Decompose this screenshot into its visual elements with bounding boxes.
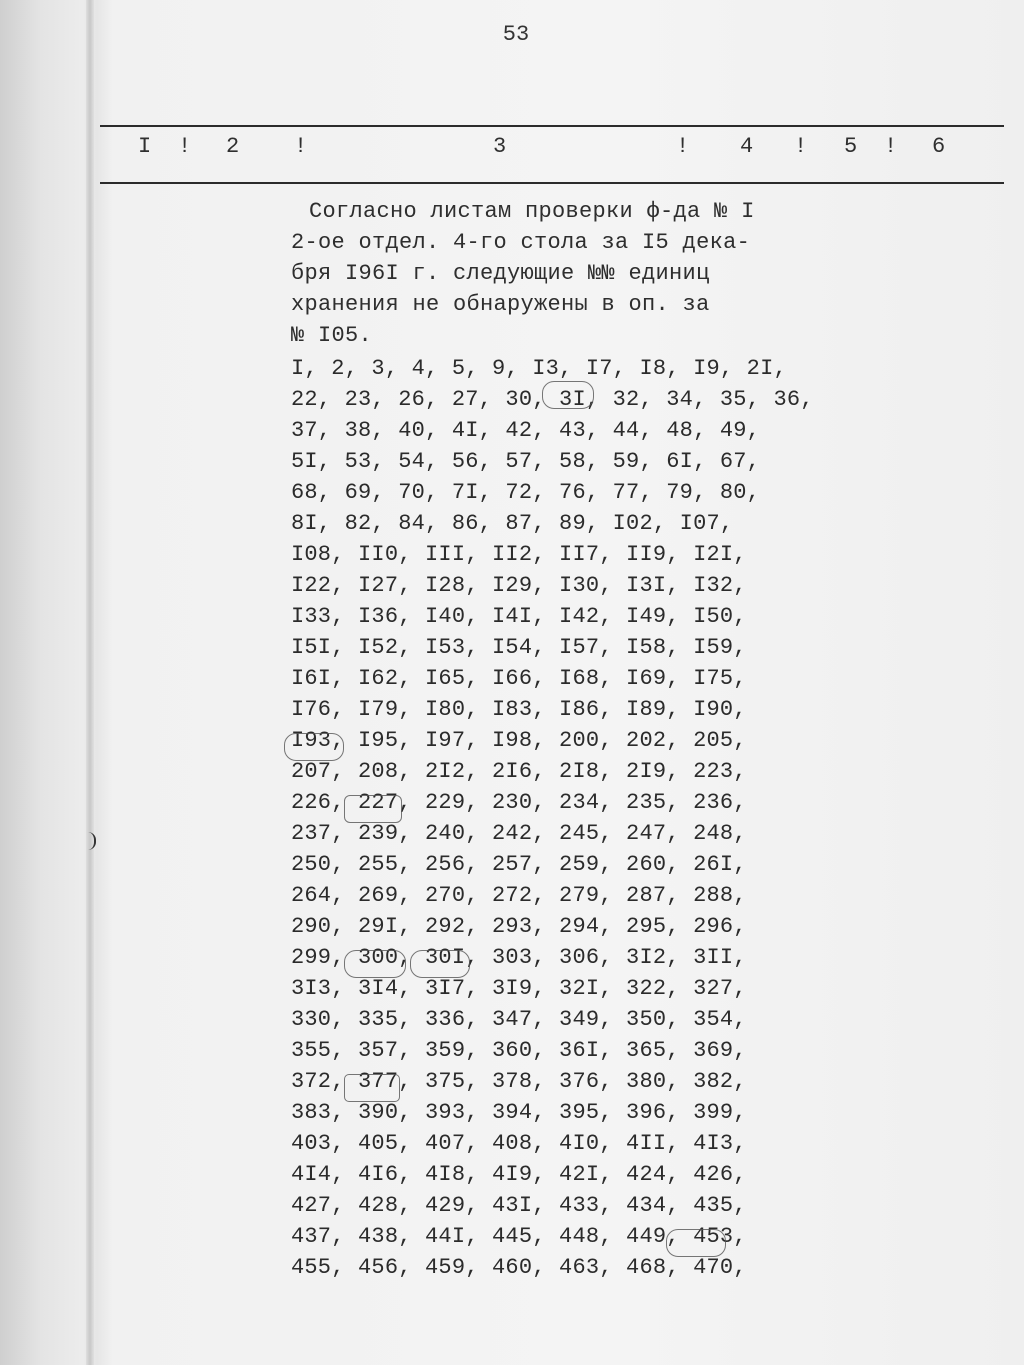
number-row: 427, 428, 429, 43I, 433, 434, 435, (291, 1193, 747, 1218)
header-col-1: I (138, 134, 152, 159)
number-row: 4I4, 4I6, 4I8, 4I9, 42I, 424, 426, (291, 1162, 747, 1187)
number-row: 226, 227, 229, 230, 234, 235, 236, (291, 790, 747, 815)
number-row: 264, 269, 270, 272, 279, 287, 288, (291, 883, 747, 908)
header-separator: ! (178, 134, 192, 159)
pencil-box-mark (344, 795, 402, 823)
number-row: 22, 23, 26, 27, 30, 3I, 32, 34, 35, 36, (291, 387, 814, 412)
number-row: 5I, 53, 54, 56, 57, 58, 59, 6I, 67, (291, 449, 761, 474)
number-row: I, 2, 3, 4, 5, 9, I3, I7, I8, I9, 2I, (291, 356, 787, 381)
pencil-circle-mark (284, 733, 344, 761)
number-row: I93, I95, I97, I98, 200, 202, 205, (291, 728, 747, 753)
number-row: 383, 390, 393, 394, 395, 396, 399, (291, 1100, 747, 1125)
header-col-5: 5 (844, 134, 858, 159)
number-row: 455, 456, 459, 460, 463, 468, 470, (291, 1255, 747, 1280)
number-row: 8I, 82, 84, 86, 87, 89, I02, I07, (291, 511, 734, 536)
pencil-circle-mark (666, 1229, 726, 1257)
margin-mark (88, 832, 96, 850)
number-row: I33, I36, I40, I4I, I42, I49, I50, (291, 604, 747, 629)
number-row: 437, 438, 44I, 445, 448, 449, 453, (291, 1224, 747, 1249)
number-row: I6I, I62, I65, I66, I68, I69, I75, (291, 666, 747, 691)
header-rule-top (100, 125, 1004, 127)
number-row: I08, II0, III, II2, II7, II9, I2I, (291, 542, 747, 567)
pencil-box-mark (344, 1074, 400, 1102)
number-row: 207, 208, 2I2, 2I6, 2I8, 2I9, 223, (291, 759, 747, 784)
number-row: 237, 239, 240, 242, 245, 247, 248, (291, 821, 747, 846)
body-line: 2-ое отдел. 4-го стола за I5 дека- (291, 230, 751, 255)
header-col-2: 2 (226, 134, 240, 159)
number-row: 250, 255, 256, 257, 259, 260, 26I, (291, 852, 747, 877)
header-col-6: 6 (932, 134, 946, 159)
header-separator: ! (794, 134, 808, 159)
body-line: хранения не обнаружены в оп. за (291, 292, 710, 317)
header-col-3: 3 (493, 134, 507, 159)
header-col-4: 4 (740, 134, 754, 159)
number-row: I5I, I52, I53, I54, I57, I58, I59, (291, 635, 747, 660)
number-row: 299, 300, 30I, 303, 306, 3I2, 3II, (291, 945, 747, 970)
number-row: 372, 377, 375, 378, 376, 380, 382, (291, 1069, 747, 1094)
body-line: бря I96I г. следующие №№ единиц (291, 261, 710, 286)
pencil-circle-mark (542, 381, 594, 409)
number-row: 68, 69, 70, 7I, 72, 76, 77, 79, 80, (291, 480, 761, 505)
body-line: Согласно листам проверки ф-да № I (309, 199, 755, 224)
page-number: 53 (502, 22, 530, 47)
number-row: 403, 405, 407, 408, 4I0, 4II, 4I3, (291, 1131, 747, 1156)
pencil-circle-mark (410, 950, 470, 978)
number-row: 290, 29I, 292, 293, 294, 295, 296, (291, 914, 747, 939)
number-row: 3I3, 3I4, 3I7, 3I9, 32I, 322, 327, (291, 976, 747, 1001)
pencil-circle-mark (344, 950, 406, 978)
body-paragraph (291, 196, 891, 351)
header-rule-bottom (100, 182, 1004, 184)
number-row: 355, 357, 359, 360, 36I, 365, 369, (291, 1038, 747, 1063)
header-separator: ! (294, 134, 308, 159)
header-separator: ! (884, 134, 898, 159)
number-row: I76, I79, I80, I83, I86, I89, I90, (291, 697, 747, 722)
number-row: 330, 335, 336, 347, 349, 350, 354, (291, 1007, 747, 1032)
binding-shadow (86, 0, 94, 1365)
number-row: 37, 38, 40, 4I, 42, 43, 44, 48, 49, (291, 418, 761, 443)
number-row: I22, I27, I28, I29, I30, I3I, I32, (291, 573, 747, 598)
body-line: № I05. (291, 323, 373, 348)
header-separator: ! (676, 134, 690, 159)
